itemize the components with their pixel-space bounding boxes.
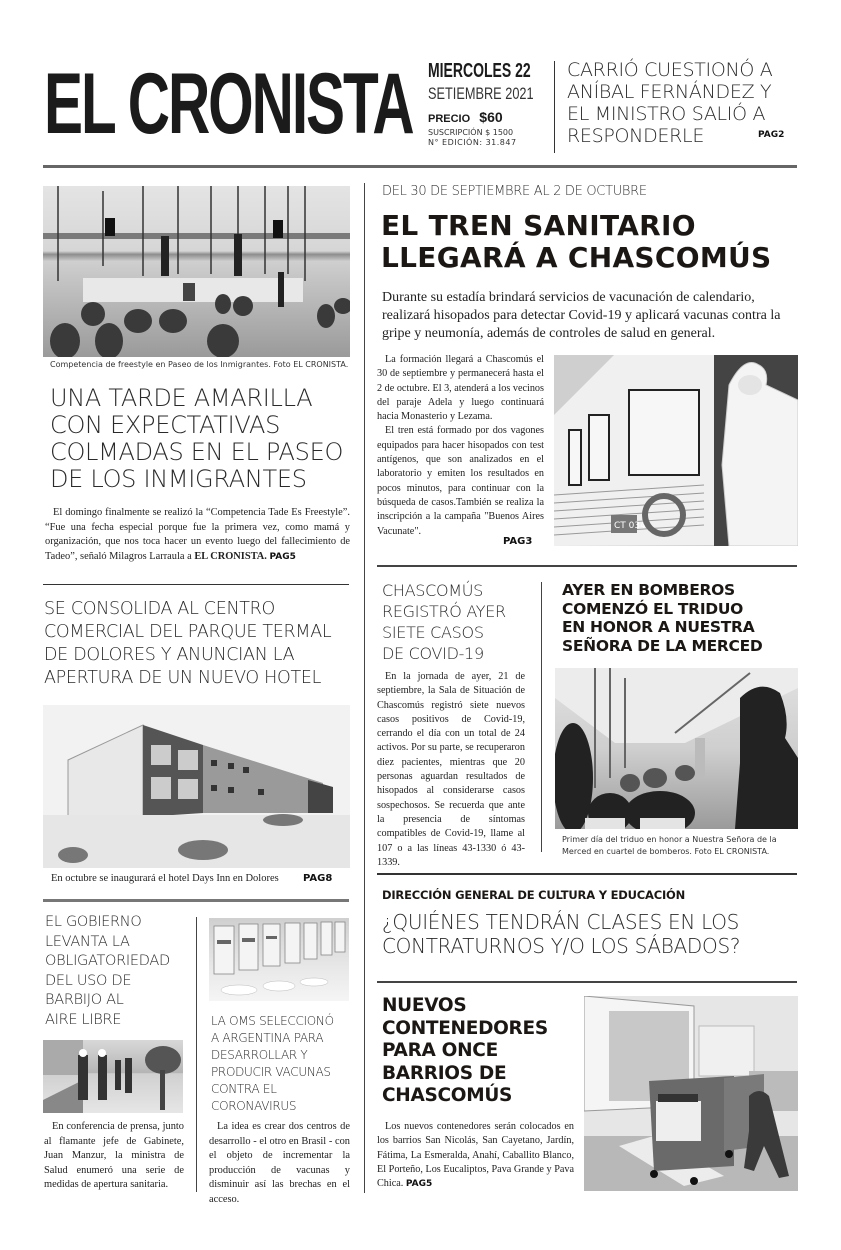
- masthead-divider: [554, 61, 555, 153]
- tren-body: [377, 353, 544, 539]
- tren-deck: Durante su estadía brindará servicios de vacunación de calendario, realizará hisopados para detectar Covid-19 y aplicará vacunas contra la gripe y neumonía, además de controles de salud en general.: [382, 290, 781, 341]
- headline-line: COMENZÓ EL TRIDUO: [562, 599, 744, 618]
- freestyle-body-text: El domingo finalmente se realizó la “Competencia Tade Es Freestyle”. “Fue una fecha especial porque fue la primera vez, como mamá y organización, que nos toca hacer un evento luego del fallecimiento de Tadeo”, señaló Milagros Larraula a: [45, 507, 350, 562]
- column-divider: [196, 917, 197, 1192]
- freestyle-page[interactable]: PAG5: [269, 551, 296, 562]
- clases-kicker: DIRECCIÓN GENERAL DE CULTURA Y EDUCACIÓN: [382, 888, 686, 902]
- headline-line: EL GOBIERNO: [45, 914, 142, 930]
- headline-line: CONTRATURNOS Y/O LOS SÁBADOS?: [382, 934, 741, 958]
- tren-body-p1: La formación llegará a Chascomús el 30 de septiembre y permanecerá hasta el 2 de octubre. El 3, atenderá a los vecinos del paraje Adela y luego continuará hacia Monasterio y Lezama.: [377, 354, 544, 423]
- headline-line: DE LOS INMIGRANTES: [50, 465, 307, 493]
- masthead: [0, 0, 841, 170]
- headline-line: SIETE CASOS: [382, 623, 484, 642]
- barbijo-headline[interactable]: [45, 913, 195, 1030]
- contenedores-page[interactable]: PAG5: [405, 1179, 433, 1190]
- headline-line: BARRIOS DE: [382, 1062, 507, 1084]
- headline-line: SE CONSOLIDA AL CENTRO: [44, 599, 275, 619]
- section-rule: [43, 899, 349, 902]
- headline-line: DE COVID-19: [382, 644, 484, 663]
- top-story-line: RESPONDERLE: [567, 125, 705, 147]
- headline-line: EL TREN SANITARIO: [381, 209, 696, 242]
- headline-line: CONTENEDORES: [382, 1017, 548, 1039]
- headline-line: A ARGENTINA PARA: [211, 1031, 324, 1045]
- tren-page[interactable]: PAG3: [503, 536, 533, 547]
- headline-line: DEL USO DE: [45, 972, 132, 989]
- headline-line: AIRE LIBRE: [45, 1011, 122, 1028]
- oms-headline[interactable]: [211, 1013, 361, 1115]
- headline-line: OBLIGATORIEDAD: [45, 953, 170, 969]
- section-rule: [377, 981, 797, 983]
- oms-body: La idea es crear dos centros de desarrollo - el otro en Brasil - con el objeto de incrementar la producción de vacunas y disminuir así las brechas en el acceso.: [209, 1121, 350, 1205]
- headline-line: CON EXPECTATIVAS: [50, 411, 281, 439]
- top-story-line: CARRIÓ CUESTIONÓ A: [567, 59, 773, 81]
- headline-line: CHASCOMÚS: [382, 1085, 513, 1106]
- covid-body: En la jornada de ayer, 21 de septiembre, la Sala de Situación de Chascomús registró siete nuevos casos positivos de Covid-19, cerrando el día con un total de 24 activos. Por su parte, se recuperaron diez pacientes, mientras que 20 personas aguardan resultados de hisopados al considerarse casos sospechosos. Se recuerda que ante la presencia de síntomas compatibles de Covid-19, llame al 107 o a las líneas 43-1330 ó 43-1339.: [377, 671, 525, 868]
- hotel-caption: En octubre se inaugurará el hotel Days Inn en Dolores: [51, 873, 279, 884]
- section-rule: [377, 565, 797, 567]
- headline-line: REGISTRÓ AYER: [382, 602, 506, 621]
- train-image: [554, 355, 798, 546]
- issue-day: MIERCOLES 22: [428, 60, 531, 82]
- bomberos-headline[interactable]: [562, 581, 802, 655]
- headline-line: COMERCIAL DEL PARQUE TERMAL: [44, 622, 332, 642]
- headline-line: PARA ONCE: [382, 1040, 498, 1061]
- headline-line: APERTURA DE UN NUEVO HOTEL: [44, 668, 322, 688]
- headline-line: DE DOLORES Y ANUNCIAN LA: [44, 645, 295, 665]
- hotel-image: [43, 705, 350, 868]
- headline-line: UNA TARDE AMARILLA: [50, 384, 313, 412]
- headline-line: ¿QUIÉNES TENDRÁN CLASES EN LOS: [382, 910, 740, 934]
- headline-line: PRODUCIR VACUNAS: [211, 1065, 331, 1079]
- freestyle-photo: [43, 186, 350, 357]
- freestyle-body-bold: EL CRONISTA.: [194, 550, 267, 562]
- covid-headline[interactable]: [382, 580, 542, 664]
- tren-kicker: DEL 30 DE SEPTIEMBRE AL 2 DE OCTUBRE: [382, 184, 647, 199]
- price-value: $60: [479, 109, 503, 125]
- top-story-page[interactable]: PAG2: [758, 130, 785, 140]
- stage-image: [43, 186, 350, 357]
- barbijo-body: En conferencia de prensa, junto al flamante jefe de Gabinete, Juan Manzur, la ministra de Salud enumeró una serie de medidas de apertura sanitaria.: [44, 1121, 184, 1190]
- contenedores-body: [377, 1120, 574, 1191]
- headline-line: DESARROLLAR Y: [211, 1048, 308, 1062]
- headline-line: LA OMS SELECCIONÓ: [211, 1014, 334, 1028]
- street-image: [43, 1040, 183, 1113]
- bomberos-caption: Primer día del triduo en honor a Nuestra Señora de la Merced en cuartel de bomberos. Foto EL CRONISTA.: [562, 835, 777, 856]
- oms-photo: [209, 918, 349, 1001]
- tren-headline[interactable]: [381, 210, 801, 274]
- contenedores-photo: [584, 996, 798, 1191]
- hotel-headline[interactable]: [44, 598, 354, 690]
- train-code: CT 034: [614, 521, 646, 531]
- headline-line: BARBIJO AL: [45, 992, 124, 1008]
- bomberos-photo: [555, 668, 798, 829]
- price: [428, 107, 503, 126]
- headline-line: AYER EN BOMBEROS: [562, 581, 735, 599]
- tren-photo: [554, 355, 798, 546]
- contenedores-headline[interactable]: [382, 995, 582, 1108]
- headline-line: SEÑORA DE LA MERCED: [562, 636, 763, 655]
- vaccine-vials-image: [209, 918, 349, 1001]
- headline-line: LLEGARÁ A CHASCOMÚS: [381, 241, 772, 274]
- top-story-line: ANÍBAL FERNÁNDEZ Y: [567, 81, 772, 103]
- hotel-photo: [43, 705, 350, 868]
- issue-month-year: SETIEMBRE 2021: [428, 84, 534, 103]
- clases-headline[interactable]: [382, 910, 802, 958]
- price-label: PRECIO: [428, 113, 471, 125]
- section-rule: [377, 873, 797, 875]
- freestyle-body: [45, 506, 350, 564]
- column-divider: [364, 183, 365, 1193]
- containers-image: [584, 996, 798, 1191]
- top-story-line: EL MINISTRO SALIÓ A: [567, 103, 766, 125]
- hotel-page[interactable]: PAG8: [303, 873, 333, 884]
- freestyle-headline[interactable]: [50, 385, 350, 493]
- headline-line: CHASCOMÚS: [382, 581, 484, 600]
- subscription: SUSCRIPCIÓN $ 1500: [428, 128, 514, 137]
- headline-line: LEVANTA LA: [45, 933, 130, 950]
- headline-line: EN HONOR A NUESTRA: [562, 618, 755, 636]
- headline-line: CONTRA EL: [211, 1082, 277, 1096]
- headline-line: COLMADAS EN EL PASEO: [50, 438, 344, 466]
- newspaper-title: EL CRONISTA: [44, 56, 413, 152]
- edition-number: N° EDICIÓN: 31.847: [428, 138, 517, 147]
- barbijo-photo: [43, 1040, 183, 1113]
- masthead-rule: [43, 165, 797, 168]
- section-rule: [43, 584, 349, 585]
- contenedores-body-text: Los nuevos contenedores serán colocados en los barrios San Nicolás, San Cayetano, Jardín, Fátima, La Esmeralda, Anahí, Caballito Blanco, El Porteño, Los Eucaliptos, Pava Grande y Pava Chica.: [377, 1121, 574, 1190]
- column-divider: [541, 582, 542, 852]
- tren-body-p2: El tren está formado por dos vagones equipados para hacer hisopados con test antígenos, que son analizados en el laboratorio y emiten los resultados en pocos minutos, para continuar con la búsqueda de casos.También se realiza la inscripción a la campaña "Buenos Aires Vacunate".: [377, 425, 544, 537]
- headline-line: NUEVOS: [382, 995, 467, 1016]
- triduo-image: [555, 668, 798, 829]
- freestyle-caption: Competencia de freestyle en Paseo de los Inmigrantes. Foto EL CRONISTA.: [50, 360, 349, 369]
- headline-line: CORONAVIRUS: [211, 1099, 297, 1113]
